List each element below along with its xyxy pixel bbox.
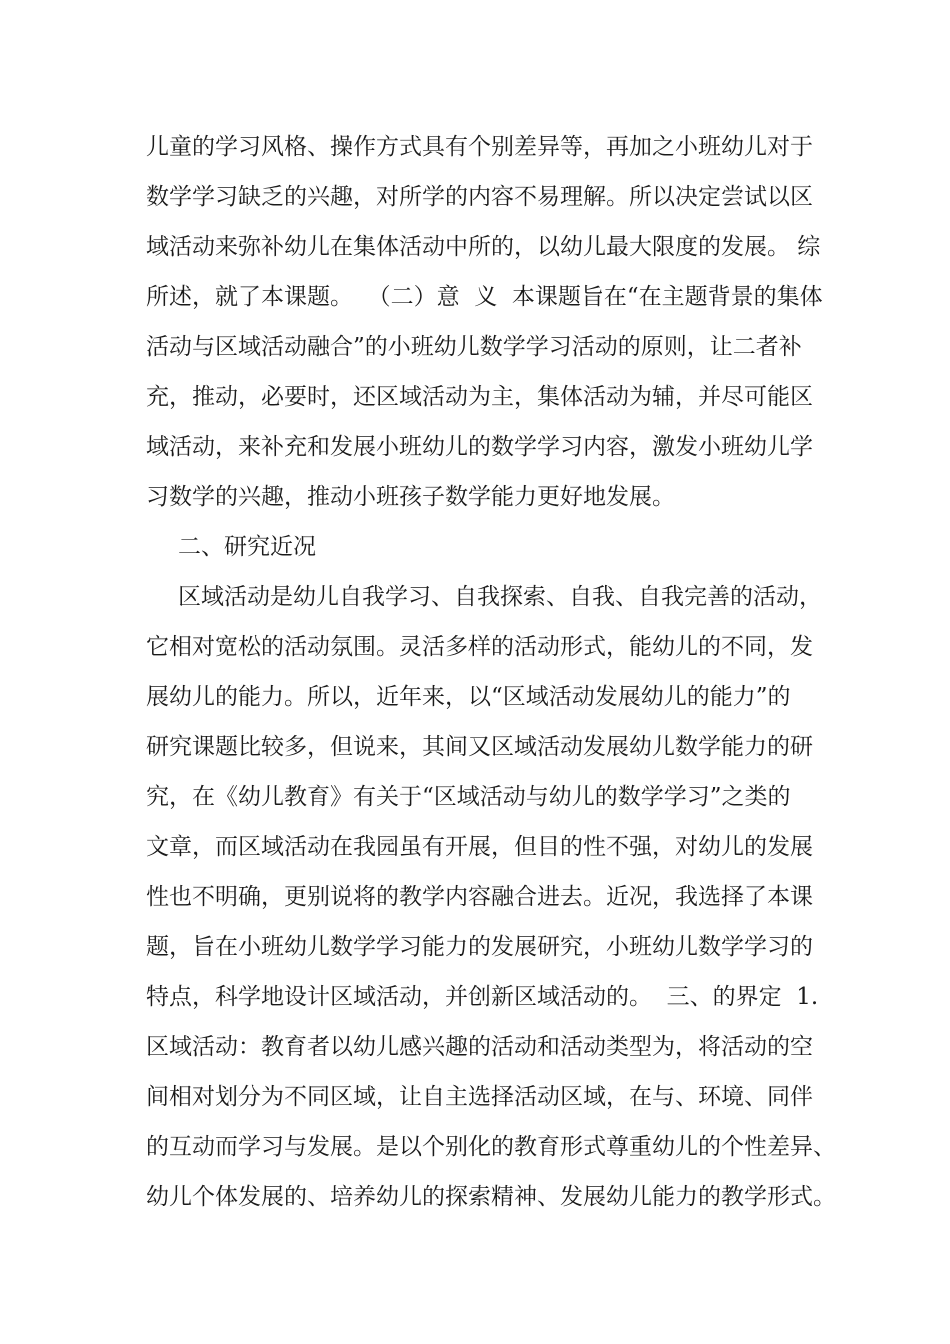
text-line: 区域活动：教育者以幼儿感兴趣的活动和活动类型为，将活动的空 — [146, 1034, 813, 1060]
text-line: 活动与区域活动融合”的小班幼儿数学学习活动的原则，让二者补 — [146, 334, 802, 360]
text-line: 特点，科学地设计区域活动，并创新区域活动的。 三、的界定 1. — [146, 984, 819, 1010]
text-line: 展幼儿的能力。所以，近年来，以“区域活动发展幼儿的能力”的 — [146, 684, 791, 710]
text-line: 所述，就了本课题。 （二）意 义 本课题旨在“在主题背景的集体 — [146, 284, 823, 310]
text-line: 区域活动是幼儿自我学习、自我探索、自我、自我完善的活动， — [178, 584, 822, 610]
text-line: 域活动来弥补幼儿在集体活动中所的，以幼儿最大限度的发展。 综 — [146, 234, 821, 260]
text-line: 究，在《幼儿教育》有关于“区域活动与幼儿的数学学习”之类的 — [146, 784, 791, 810]
text-line: 幼儿个体发展的、培养幼儿的探索精神、发展幼儿能力的教学形式。 — [146, 1184, 836, 1210]
text-line: 间相对划分为不同区域，让自主选择活动区域，在与、环境、同伴 — [146, 1084, 813, 1110]
section-heading: 二、研究近况 — [178, 534, 316, 560]
text-line: 文章，而区域活动在我园虽有开展，但目的性不强，对幼儿的发展 — [146, 834, 813, 860]
text-line: 题，旨在小班幼儿数学学习能力的发展研究，小班幼儿数学学习的 — [146, 934, 813, 960]
text-line: 它相对宽松的活动氛围。灵活多样的活动形式，能幼儿的不同，发 — [146, 634, 813, 660]
text-line: 域活动，来补充和发展小班幼儿的数学学习内容，激发小班幼儿学 — [146, 434, 813, 460]
text-line: 性也不明确，更别说将的教学内容融合进去。近况，我选择了本课 — [146, 884, 813, 910]
text-line: 研究课题比较多，但说来，其间又区域活动发展幼儿数学能力的研 — [146, 734, 813, 760]
text-line: 习数学的兴趣，推动小班孩子数学能力更好地发展。 — [146, 484, 675, 510]
text-line: 充，推动，必要时，还区域活动为主，集体活动为辅，并尽可能区 — [146, 384, 813, 410]
text-line: 数学学习缺乏的兴趣，对所学的内容不易理解。所以决定尝试以区 — [146, 184, 813, 210]
text-line: 儿童的学习风格、操作方式具有个别差异等，再加之小班幼儿对于 — [146, 134, 813, 160]
text-line: 的互动而学习与发展。是以个别化的教育形式尊重幼儿的个性差异、 — [146, 1134, 836, 1160]
